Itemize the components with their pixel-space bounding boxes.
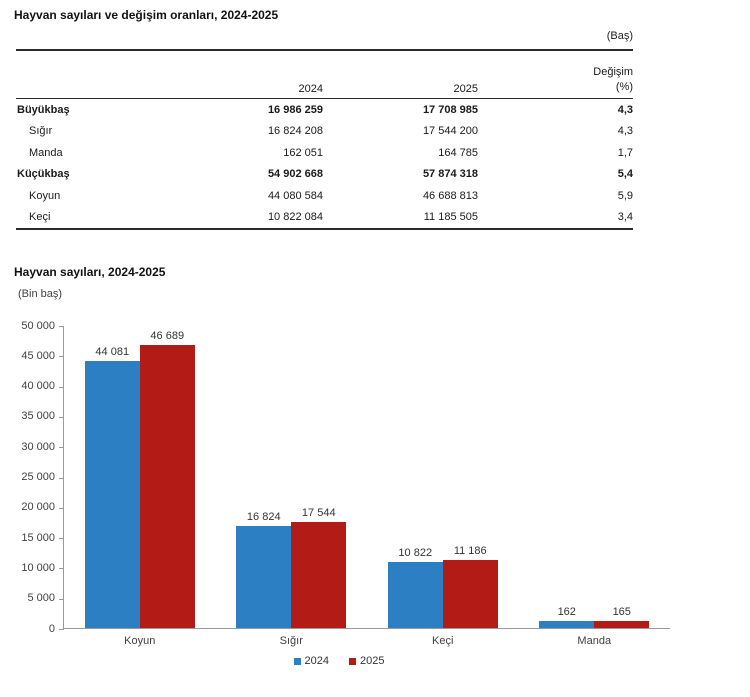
row-value-2024: 44 080 584 — [267, 189, 323, 202]
row-label: Sığır — [29, 125, 53, 138]
table-header-change-line2: (%) — [615, 81, 633, 93]
bar-value-label: 44 081 — [95, 346, 130, 358]
y-axis-tick-label: 20 000 — [21, 501, 55, 514]
y-axis-tick-label: 5 000 — [27, 592, 55, 605]
chart-legend — [36, 655, 642, 667]
row-value-change: 5,9 — [617, 189, 633, 202]
y-axis-tick-mark — [59, 326, 64, 327]
bar-2025-koyun — [140, 345, 195, 628]
bar-2025-sığır — [291, 522, 346, 628]
table-row — [16, 99, 633, 121]
y-axis-tick-mark — [59, 447, 64, 448]
bar-2024-keçi — [388, 562, 443, 628]
row-value-change: 5,4 — [617, 168, 633, 181]
bar-column — [388, 547, 443, 628]
row-value-change: 3,4 — [617, 211, 633, 224]
bar-group — [388, 545, 498, 628]
bar-2025-keçi — [443, 560, 498, 628]
row-value-2024: 162 051 — [283, 146, 323, 159]
y-axis-tick-mark — [59, 478, 64, 479]
row-value-2024: 16 824 208 — [267, 125, 323, 138]
x-axis-label: Sığır — [279, 635, 303, 647]
bar-column — [443, 545, 498, 628]
row-value-2025: 57 874 318 — [422, 168, 478, 181]
bar-column — [594, 606, 649, 628]
y-axis-tick-mark — [59, 356, 64, 357]
bar-value-label: 46 689 — [150, 330, 185, 342]
bar-value-label: 165 — [612, 606, 631, 618]
y-axis-tick-label: 0 — [48, 622, 55, 635]
row-value-2024: 16 986 259 — [267, 103, 323, 116]
x-axis-labels — [64, 635, 670, 647]
bar-column — [539, 606, 594, 628]
table-row — [16, 207, 633, 229]
row-label: Keçi — [29, 211, 51, 224]
legend-color-swatch — [349, 658, 356, 665]
y-axis-tick-mark — [59, 568, 64, 569]
bar-column — [85, 346, 140, 628]
bar-group — [85, 330, 195, 628]
legend-label: 2024 — [304, 655, 329, 667]
bar-2024-manda — [539, 621, 594, 628]
page-title: Hayvan sayıları ve değişim oranları, 2024-2025 — [14, 8, 279, 22]
table-header-row — [16, 51, 633, 99]
y-axis-tick-mark — [59, 599, 64, 600]
y-axis-tick-label: 15 000 — [21, 531, 55, 544]
chart-title: Hayvan sayıları, 2024-2025 — [14, 265, 166, 279]
y-axis-tick-label: 40 000 — [21, 380, 55, 393]
x-axis-label: Manda — [577, 635, 612, 647]
y-axis-tick-label: 35 000 — [21, 410, 55, 423]
row-label: Manda — [29, 146, 63, 159]
bar-value-label: 17 544 — [301, 507, 336, 519]
bar-group — [539, 606, 649, 628]
row-value-change: 4,3 — [617, 125, 633, 138]
bar-group — [236, 507, 346, 628]
row-value-2025: 17 708 985 — [422, 103, 478, 116]
row-value-2025: 46 688 813 — [422, 189, 478, 202]
bar-column — [291, 507, 346, 628]
chart-unit-label: (Bin baş) — [18, 288, 63, 300]
row-value-2025: 164 785 — [438, 146, 478, 159]
x-axis-label: Koyun — [124, 635, 156, 647]
bar-value-label: 10 822 — [398, 547, 433, 559]
row-label: Büyükbaş — [17, 103, 70, 116]
table-row — [16, 164, 633, 186]
row-label: Koyun — [29, 189, 61, 202]
row-value-2025: 11 185 505 — [423, 211, 478, 224]
y-axis-tick-label: 45 000 — [21, 349, 55, 362]
y-axis-tick-label: 50 000 — [21, 319, 55, 332]
table-row — [16, 185, 633, 207]
table-header-change — [478, 65, 633, 95]
table-row — [16, 121, 633, 143]
table-body — [16, 99, 633, 228]
legend-label: 2025 — [360, 655, 385, 667]
legend-color-swatch — [294, 658, 301, 665]
row-value-change: 4,3 — [617, 103, 633, 116]
bar-2024-koyun — [85, 361, 140, 628]
table-header-2025: 2025 — [453, 83, 478, 95]
bar-value-label: 11 186 — [453, 545, 487, 557]
y-axis-tick-mark — [59, 387, 64, 388]
bar-column — [140, 330, 195, 628]
row-label: Küçükbaş — [17, 168, 70, 181]
row-value-2024: 10 822 084 — [267, 211, 323, 224]
livestock-table — [16, 49, 633, 230]
bar-groups — [64, 326, 670, 628]
y-axis-tick-label: 30 000 — [21, 440, 55, 453]
bar-2025-manda — [594, 621, 649, 628]
table-header-2024: 2024 — [298, 83, 323, 95]
bar-chart-plot-area — [21, 319, 670, 667]
bar-value-label: 162 — [557, 606, 576, 618]
table-header-change-line1: Değişim — [593, 66, 633, 78]
table-unit-label: (Baş) — [606, 30, 633, 42]
bar-value-label: 16 824 — [246, 511, 281, 523]
y-axis-tick-label: 25 000 — [21, 471, 55, 483]
bar-2024-sığır — [236, 526, 291, 628]
row-value-2024: 54 902 668 — [267, 168, 323, 181]
y-axis-tick-mark — [59, 417, 64, 418]
y-axis-tick-label: 10 000 — [21, 561, 55, 574]
y-axis-tick-mark — [59, 538, 64, 539]
y-axis-tick-mark — [59, 629, 64, 630]
row-value-2025: 17 544 200 — [422, 125, 478, 138]
x-axis-label: Keçi — [432, 635, 454, 647]
legend-item — [294, 655, 329, 667]
y-axis-tick-mark — [59, 508, 64, 509]
table-row — [16, 142, 633, 164]
row-value-change: 1,7 — [617, 146, 633, 159]
bar-column — [236, 511, 291, 628]
legend-item — [349, 655, 384, 667]
